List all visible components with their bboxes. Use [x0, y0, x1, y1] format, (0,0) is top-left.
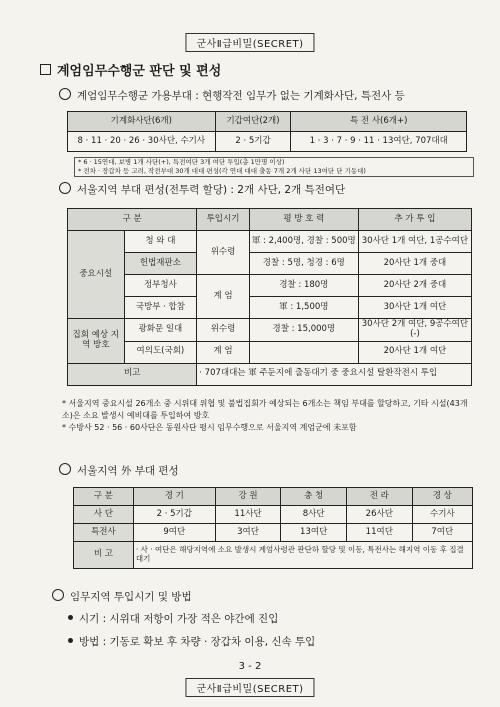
- table3-cell: 사 단: [74, 506, 134, 524]
- table2-remark-label: 비고: [68, 363, 197, 385]
- item-4: [52, 589, 192, 604]
- table3-remark-label: 비 고: [74, 542, 134, 569]
- table2-timing: 계 엄: [197, 275, 250, 319]
- table3-cell: 13여단: [281, 524, 347, 542]
- table2-remark: · 707대대는 軍 주둔지에 출동대기 중 중요시설 탈환작전시 투입: [197, 363, 472, 385]
- table2-header: 구 분: [68, 209, 197, 231]
- circle-bullet-icon: [59, 463, 71, 475]
- note-line: * 서울지역 중요시설 26개소 중 시위대 위협 및 불법집회가 예상되는 6개소는 책임 부대를 할당하고, 기타 시설(43개소)은 소요 발생시 예비대를 투입하여 방호: [62, 399, 468, 420]
- table3-cell: 수기사: [412, 506, 472, 524]
- bullet-text: 방법 : 기동로 확보 후 차량 · 장갑차 이용, 신속 투입: [79, 636, 316, 648]
- table3-header: 경 상: [412, 488, 472, 506]
- seoul-notes: [62, 398, 477, 434]
- table2-timing: 계 엄: [197, 341, 250, 363]
- table2-header: 평 방 호 력: [249, 209, 358, 231]
- table3-remark: · 사 · 여단은 해당지역에 소요 발생시 계엄사령관 판단하 할당 및 이동, 특전사는 해지역 이동 후 집결 대기: [133, 542, 472, 569]
- item-3: [59, 463, 179, 478]
- bullet-timing: [68, 611, 278, 626]
- table2-extra: 20사단 2개 중대: [358, 275, 471, 297]
- table2-facility: 광화문 일대: [124, 319, 197, 342]
- table2-header: 추 가 투 입: [358, 209, 471, 231]
- table2-group: 집회 예상 지역 방호: [68, 319, 125, 364]
- table1-header: 기갑여단(2개): [215, 112, 291, 132]
- table2-timing: 위수령: [197, 231, 250, 275]
- note-line: * 수방사 52 · 56 · 60사단은 동원사단 평시 임무수행으로 서울지역 계엄군에 未포함: [62, 423, 357, 432]
- seoul-units-table: [67, 208, 472, 386]
- table3-cell: 7여단: [412, 524, 472, 542]
- table3-header: 전 라: [346, 488, 412, 506]
- table2-force: 경찰 : 180명: [249, 275, 358, 297]
- footnote-line: * 전차 · 장갑차 등 고려, 작전부대 30개 대대 편성(각 연대 대대 출동 7개 2개 사단 13여단 단 기동대): [78, 167, 366, 175]
- dot-bullet-icon: [68, 638, 73, 643]
- table2-facility: 여의도(국회): [124, 341, 197, 363]
- table3-cell: 8사단: [281, 506, 347, 524]
- table2-extra: 30사단 1개 여단: [358, 297, 471, 319]
- bullet-text: 시기 : 시위대 저항이 가장 적은 야간에 진입: [79, 613, 279, 625]
- table3-header: 충 청: [281, 488, 347, 506]
- item-1-text: 계엄임무수행군 가용부대 : 현행작전 임무가 없는 기계화사단, 특전사 등: [77, 90, 405, 102]
- table1-cell: 1 · 3 · 7 · 9 · 11 · 13여단, 707대대: [291, 132, 467, 152]
- bullet-method: [68, 634, 315, 649]
- outside-seoul-table: [73, 487, 473, 569]
- table1-header: 기계화사단(6개): [68, 112, 216, 132]
- table1-cell: 2 · 5기갑: [215, 132, 291, 152]
- section-title: [40, 60, 221, 79]
- table2-timing: 위수령: [197, 319, 250, 342]
- table3-header: 경 기: [133, 488, 215, 506]
- table2-extra: 20사단 1개 여단: [358, 341, 471, 363]
- circle-bullet-icon: [52, 589, 64, 601]
- item-2-text: 서울지역 부대 편성(전투력 할당) : 2개 사단, 2개 특전여단: [77, 184, 346, 196]
- footnote-line: * 6 · 15연대, 보병 1개 사단(+), 특전여단 3개 여단 투입(총 1만명 이상): [78, 158, 285, 166]
- dot-bullet-icon: [68, 615, 73, 620]
- table3-cell: 26사단: [346, 506, 412, 524]
- item-2: [59, 182, 345, 197]
- page-number: 3 - 2: [238, 661, 262, 672]
- table2-force: [249, 341, 358, 363]
- circle-bullet-icon: [59, 182, 71, 194]
- table3-cell: 11사단: [215, 506, 281, 524]
- item-4-text: 임무지역 투입시기 및 방법: [70, 591, 192, 603]
- table2-force: 軍 : 2,400명, 경찰 : 500명: [249, 231, 358, 253]
- table3-cell: 11여단: [346, 524, 412, 542]
- table1-cell: 8 · 11 · 20 · 26 · 30사단, 수기사: [68, 132, 216, 152]
- table3-header: 강 원: [215, 488, 281, 506]
- table3-cell: 3여단: [215, 524, 281, 542]
- table3-header: 구 분: [74, 488, 134, 506]
- classification-stamp-bottom: 군사Ⅱ급비밀(SECRET): [185, 678, 314, 697]
- table2-force: 軍 : 1,500명: [249, 297, 358, 319]
- table2-force: 경찰 : 15,000명: [249, 319, 358, 342]
- item-3-text: 서울지역 外 부대 편성: [77, 465, 179, 477]
- table2-facility: 청 와 대: [124, 231, 197, 253]
- table2-extra: 30사단 1개 여단, 1공수여단: [358, 231, 471, 253]
- table2-facility: 정부청사: [124, 275, 197, 297]
- table2-group: 중요시설: [68, 231, 125, 319]
- table2-header: 투입시기: [197, 209, 250, 231]
- mechanized-units-table: [67, 111, 467, 152]
- table1-footnote: [74, 157, 474, 177]
- table2-extra: 30사단 2개 여단, 9공수여단(-): [358, 319, 471, 342]
- section-title-text: 계엄임무수행군 판단 및 편성: [57, 64, 222, 79]
- table2-facility: 헌법재판소: [124, 253, 197, 275]
- table1-header: 특 전 사(6개+): [291, 112, 467, 132]
- table3-cell: 특전사: [74, 524, 134, 542]
- circle-bullet-icon: [59, 88, 71, 100]
- item-1: [59, 88, 405, 103]
- table2-facility: 국방부 · 합참: [124, 297, 197, 319]
- checkbox-square-icon: [40, 64, 51, 75]
- classification-stamp-top: 군사Ⅱ급비밀(SECRET): [185, 33, 314, 52]
- table2-force: 경찰 : 5명, 청경 : 6명: [249, 253, 358, 275]
- table2-extra: 20사단 1개 중대: [358, 253, 471, 275]
- table3-cell: 2 · 5기갑: [133, 506, 215, 524]
- table3-cell: 9여단: [133, 524, 215, 542]
